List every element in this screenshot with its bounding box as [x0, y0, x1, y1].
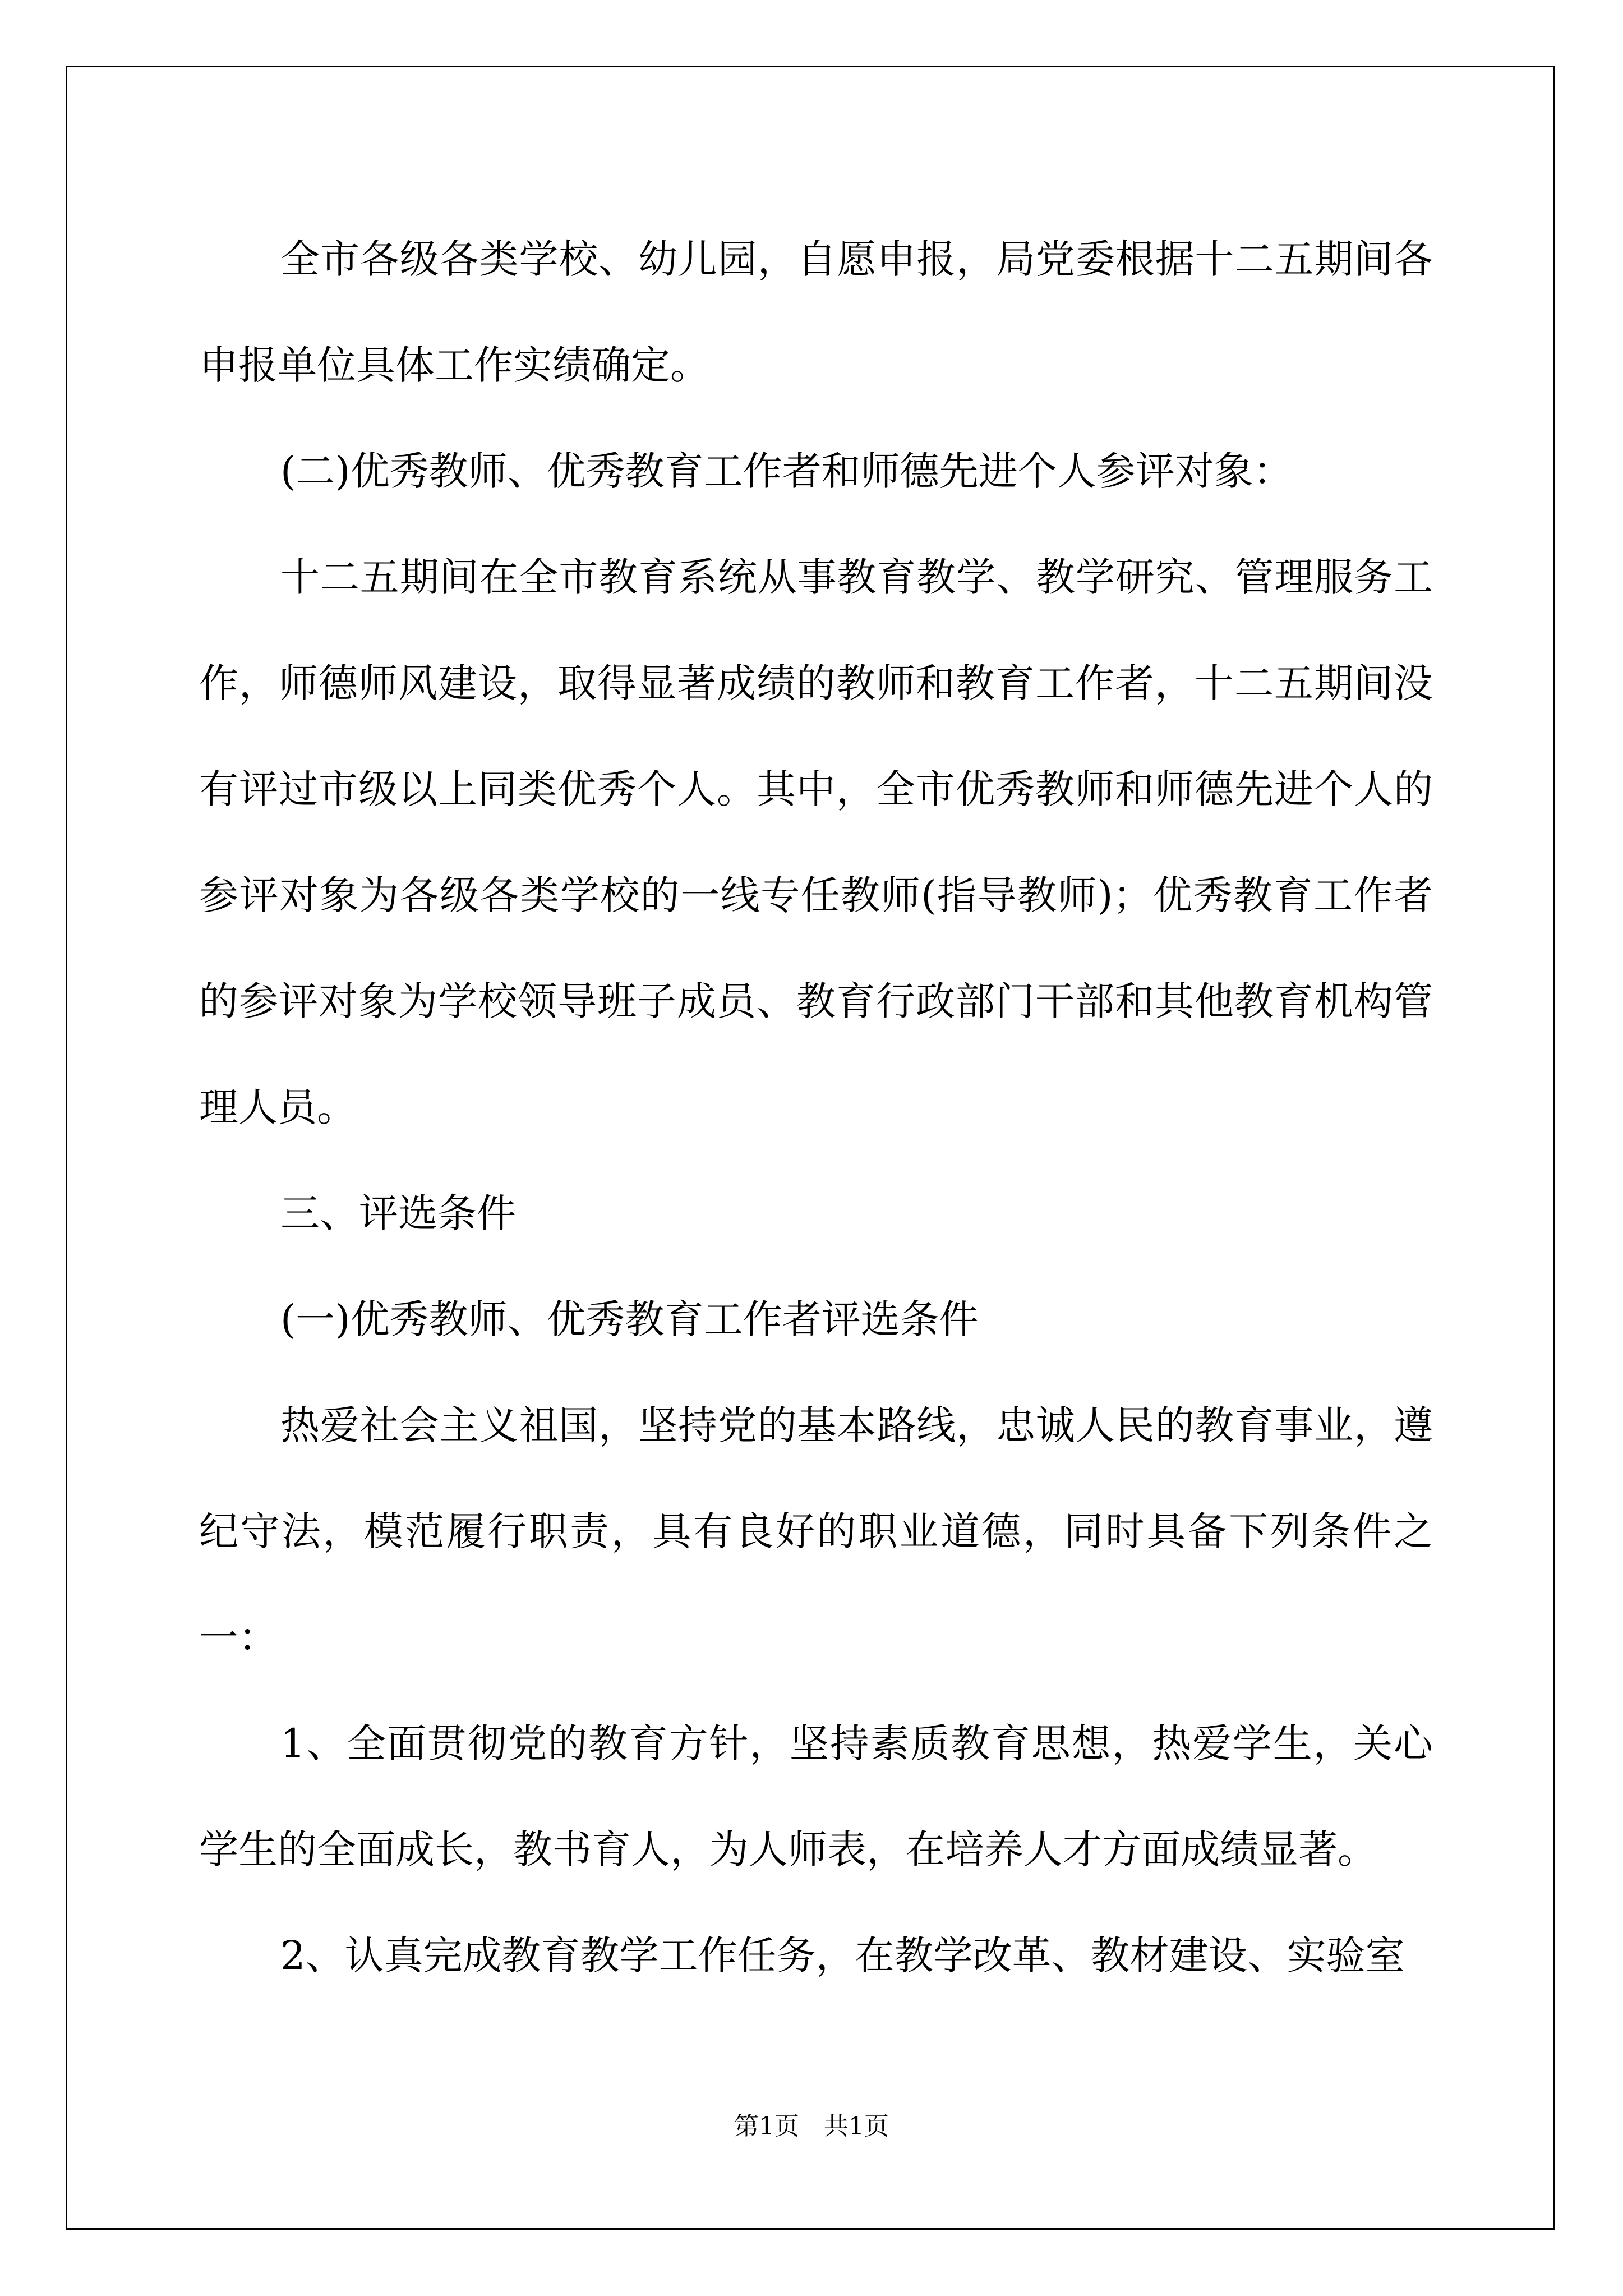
paragraph: 全市各级各类学校、幼儿园，自愿申报，局党委根据十二五期间各申报单位具体工作实绩确定。 — [199, 236, 1433, 388]
paragraph: 十二五期间在全市教育系统从事教育教学、教学研究、管理服务工作，师德师风建设，取得显著成绩的教师和教育工作者，十二五期间没有评过市级以上同类优秀个人。其中，全市优秀教师和师德先进个人的参评对象为各级各类学校的一线专任教师(指导教师)；优秀教育工作者的参评对象为学校领导班子成员、教育行政部门干部和其他教育机构管理人员。 — [199, 554, 1433, 1130]
list-item: 2、认真完成教育教学工作任务，在教学改革、教材建设、实验室 — [280, 1932, 1405, 1978]
paragraph: 热爱社会主义祖国，坚持党的基本路线，忠诚人民的教育事业，遵纪守法，模范履行职责，具有良好的职业道德，同时具备下列条件之一： — [199, 1402, 1433, 1660]
section-heading: 三、评选条件 — [280, 1190, 516, 1236]
document-body — [199, 206, 1433, 2009]
page-footer: 第1页 共1页 — [734, 2112, 889, 2141]
paragraph: (二)优秀教师、优秀教育工作者和师德先进个人参评对象： — [280, 448, 1293, 494]
list-item: 1、全面贯彻党的教育方针，坚持素质教育思想，热爱学生，关心学生的全面成长，教书育人，为人师表，在培养人才方面成绩显著。 — [199, 1720, 1433, 1872]
subsection-heading: (一)优秀教师、优秀教育工作者评选条件 — [280, 1296, 979, 1342]
